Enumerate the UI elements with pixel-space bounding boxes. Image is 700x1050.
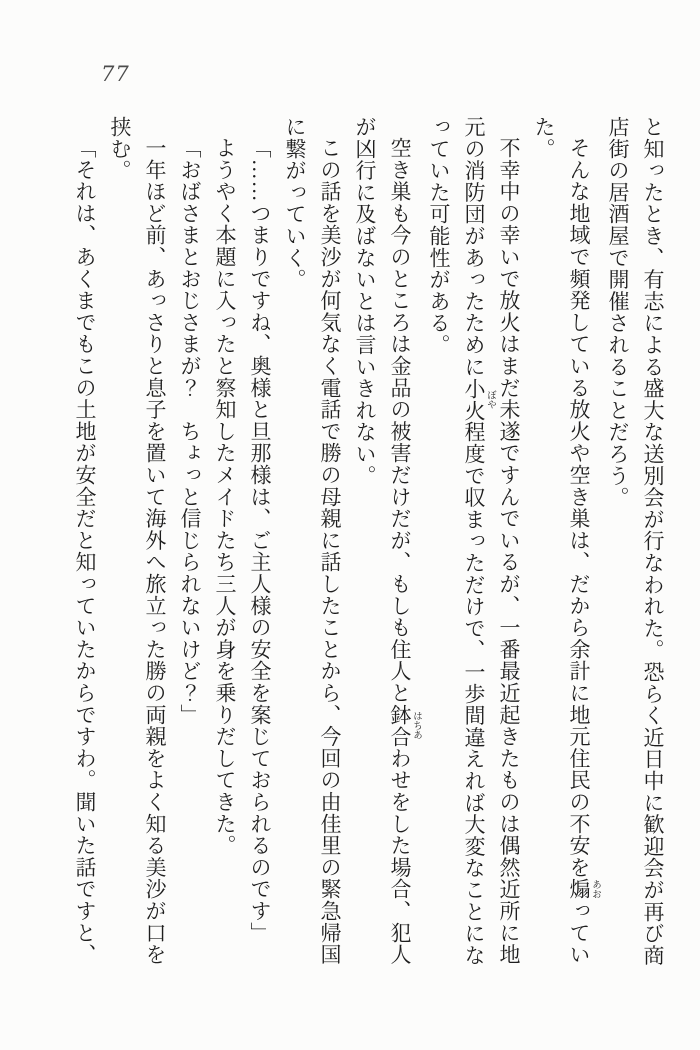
paragraph: そんな地域で頻発している放火や空き巣は、だから余計に地元住民の不安を煽 あおっていた。 bbox=[532, 116, 600, 966]
paragraph: この話を美沙が何気なく電話で勝の母親に話したことから、今回の由佳里の緊急帰国に繋がっていく。 bbox=[283, 116, 342, 966]
ruby-annotated-word: 煽 あお bbox=[567, 878, 600, 901]
paragraph: 不幸中の幸いで放火はまだ未遂ですんでいるが、一番最近起きたものは偶然近所に地元の消防団があったために小火 ぼや程度で収まっただけで、一歩間違えれば大変なことになっていた可能性がある。 bbox=[427, 116, 521, 967]
paragraph: 「それは、あくまでもこの土地が安全だと知っていたからですわ。聞いた話ですと、 bbox=[73, 137, 97, 966]
paragraph: 「おばさまとおじさまが？ ちょっと信じられないけど？」 bbox=[178, 137, 202, 726]
paragraph: と知ったとき、有志による盛大な送別会が行なわれた。恐らく近日中に歓迎会が再び商店街の居酒屋で開催されることだろう。 bbox=[606, 116, 665, 967]
paragraph: 「……つまりですね、奥様と旦那様は、ご主人様の安全を案じておられるのです」 bbox=[248, 137, 272, 944]
ruby-annotated-word: 鉢合 はちあ bbox=[388, 703, 421, 748]
paragraph: ようやく本題に入ったと察知したメイドたち三人が身を乗りだしてきた。 bbox=[213, 137, 237, 857]
text-block bbox=[68, 116, 670, 968]
page-number: 77 bbox=[101, 62, 130, 86]
ruby-annotated-word: 小火 ぼや bbox=[462, 377, 495, 422]
paragraph: 一年ほど前、あっさりと息子を置いて海外へ旅立った勝の両親をよく知る美沙が口を挟む。 bbox=[108, 116, 167, 966]
paragraph: 空き巣も今のところは金品の被害だけだが、もしも住人と鉢合 はちあわせをした場合、犯人が凶行に及ばないとは言いきれない。 bbox=[353, 116, 421, 966]
